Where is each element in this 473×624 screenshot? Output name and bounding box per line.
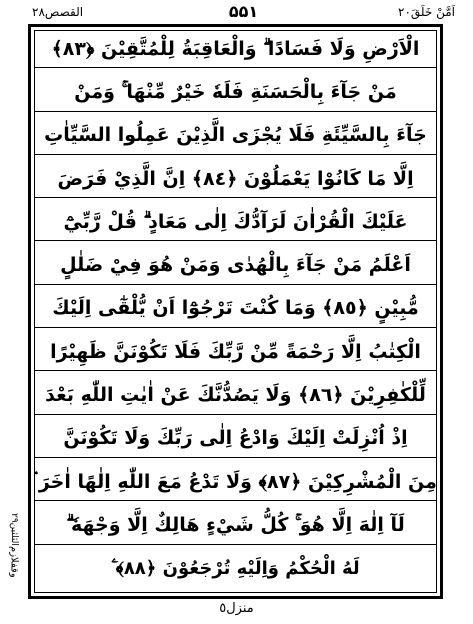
- text-line: الْاَرْضِ وَلَا فَسَادًا ۗ وَالْعَاقِبَةُ لِلْمُتَّقِيْنَ ﴿٨٣﴾: [34, 30, 437, 68]
- page-header: [28, 2, 459, 24]
- text-line: اِذْ اُنْزِلَتْ اِلَيْكَ وَادْعُ اِلٰى رَبِّكَ وَلَا تَكُوْنَنَّ: [34, 420, 437, 458]
- text-line: مَنْ جَآءَ بِالْحَسَنَةِ فَلَهٗ خَيْرٌ مِّنْهَا ۚ وَمَنْ: [34, 73, 437, 111]
- text-block: [34, 30, 437, 593]
- text-line: لَهُ الْحُكْمُ وَاِلَيْهِ تُرْجَعُوْنَ ﴿٨٨﴾ ۧ: [111, 558, 360, 580]
- text-line: اَعْلَمُ مَنْ جَآءَ بِالْهُدٰى وَمَنْ هُوَ فِيْ ضَلٰلٍ: [34, 247, 437, 285]
- margin-note: [2, 500, 26, 590]
- text-line: الْكِتٰبُ اِلَّا رَحْمَةً مِّنْ رَّبِّكَ فَلَا تَكُوْنَنَّ ظَهِيْرًا: [34, 333, 437, 371]
- text-line: لِّلْكٰفِرِيْنَ ﴿٨٦﴾ وَلَا يَصُدُّنَّكَ عَنْ اٰيٰتِ اللّٰهِ بَعْدَ: [34, 376, 437, 414]
- text-line: مِنَ الْمُشْرِكِيْنَ ﴿٨٧﴾ وَلَا تَدْعُ مَعَ اللّٰهِ اِلٰهًا اٰخَرَ ۘ: [34, 463, 437, 501]
- text-line: لَآ اِلٰهَ اِلَّا هُوَ ۚ كُلُّ شَيْءٍ هَالِكٌ اِلَّا وَجْهَهٗ ۗ: [34, 506, 437, 544]
- waqf-note: وقفلازم: [8, 545, 20, 578]
- section-marker: الثلثين٢٩: [9, 512, 19, 546]
- surah-name: القصص٢٨: [32, 5, 84, 19]
- text-line: اِلَّا مَا كَانُوْا يَعْمَلُوْنَ ﴿٨٤﴾ اِنَّ الَّذِيْ فَرَضَ: [34, 160, 437, 198]
- page-footer: منزل٥: [219, 601, 254, 616]
- text-line: مُّبِيْنٍ ﴿٨٥﴾ وَمَا كُنْتَ تَرْجُوْٓا اَنْ يُّلْقٰٓى اِلَيْكَ: [34, 290, 437, 328]
- juz-name: اَمَّنْ خَلَقَ٢٠: [398, 5, 455, 19]
- page-number: ۵۵۱: [228, 2, 259, 21]
- text-line: جَآءَ بِالسَّيِّئَةِ فَلَا يُجْزَى الَّذِيْنَ عَمِلُوا السَّيِّاٰتِ: [34, 117, 437, 155]
- text-line: عَلَيْكَ الْقُرْاٰنَ لَرَآدُّكَ اِلٰى مَعَادٍ ۗ قُلْ رَّبِّيْٓ: [34, 203, 437, 241]
